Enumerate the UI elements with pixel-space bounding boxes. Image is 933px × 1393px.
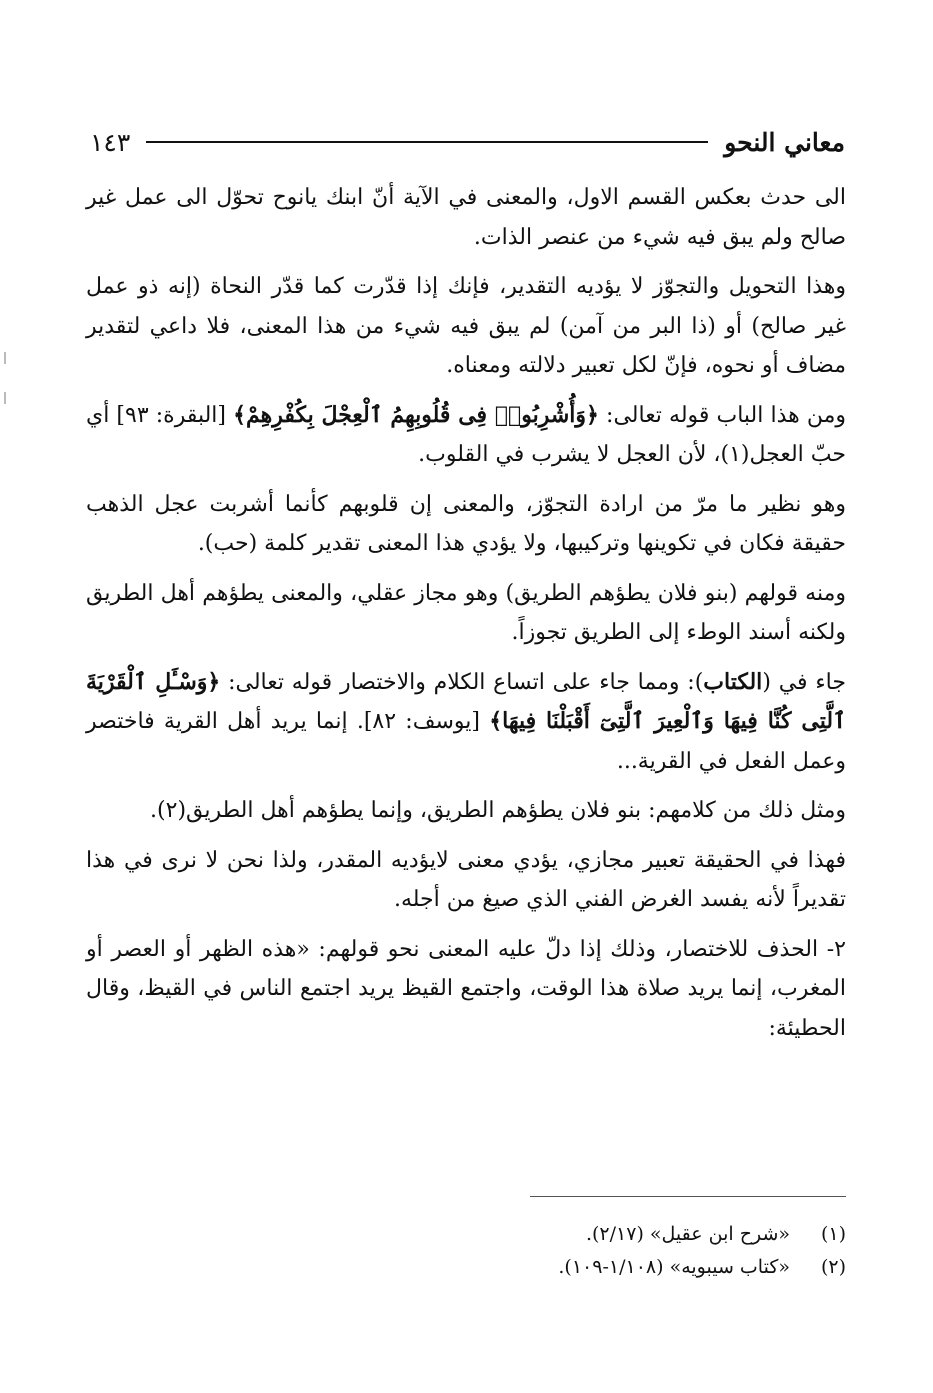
paragraph-with-verse: [86, 663, 846, 782]
footnote-text: «شرح ابن عقيل» (٢/١٧).: [585, 1223, 790, 1245]
paragraph-text: [البقرة: ٩٣] أي حبّ العجل(١)، لأن العجل لا يشرب في القلوب.: [86, 402, 846, 467]
paragraph: فهذا في الحقيقة تعبير مجازي، يؤدي معنى لايؤديه المقدر، ولذا نحن لا نرى في هذا تقديراً لأنه يفسد الغرض الفني الذي صيغ من أجله.: [86, 847, 846, 912]
page-number: ١٤٣: [90, 127, 131, 157]
paragraph-text: جاء في (: [762, 669, 846, 695]
paragraph: وهو نظير ما مرّ من ارادة التجوّز، والمعنى إن قلوبهم كأنما أشربت عجل الذهب حقيقة فكان في تكوينها وتركيبها، ولا يؤدي هذا المعنى تقدير كلمة (حب).: [86, 491, 846, 556]
footnote-number: (١): [820, 1223, 846, 1245]
footnote: [86, 1218, 846, 1251]
paragraph-text: ومن هذا الباب قوله تعالى:: [598, 402, 846, 428]
quran-verse: ﴿وَسْـَٔلِ ٱلْقَرْيَةَ ٱلَّتِى كُنَّا فِيهَا وَٱلْعِيرَ ٱلَّتِىٓ أَقْبَلْنَا فِيهَا﴾: [86, 668, 846, 734]
book-title: الكتاب: [703, 668, 763, 695]
paragraph: ومنه قولهم (بنو فلان يطؤهم الطريق) وهو مجاز عقلي، والمعنى يطؤهم أهل الطريق ولكنه أسند الوطء إلى الطريق تجوزاً.: [86, 580, 846, 645]
paragraph: ومثل ذلك من كلامهم: بنو فلان يطؤهم الطريق، وإنما يطؤهم أهل الطريق(٢).: [150, 798, 846, 823]
footnote-number: (٢): [820, 1256, 846, 1278]
footnote: [86, 1251, 846, 1284]
paragraph-text: [يوسف: ٨٢]. إنما يريد أهل القرية فاختصر وعمل الفعل في القرية...: [86, 709, 846, 774]
body-text: [86, 178, 846, 1058]
footnote-separator: [530, 1196, 846, 1197]
header-rule: [146, 141, 708, 143]
margin-mark: [4, 352, 6, 364]
quran-verse: ﴿وَأُشْرِبُوا۟ فِى قُلُوبِهِمُ ٱلْعِجْلَ بِكُفْرِهِمْ﴾: [233, 401, 599, 428]
paragraph-text: ): ومما جاء على اتساع الكلام والاختصار قوله تعالى:: [220, 669, 704, 695]
running-title: معاني النحو: [724, 127, 845, 157]
margin-mark: [4, 392, 6, 404]
paragraph: الى حدث بعكس القسم الاول، والمعنى في الآية أنّ ابنك يانوح تحوّل الى عمل غير صالح ولم يبق فيه شيء من عنصر الذات.: [86, 185, 846, 250]
footnote-text: «كتاب سيبويه» (١/١٠٨-١٠٩).: [558, 1256, 790, 1278]
paragraph-with-verse: [86, 396, 846, 475]
paragraph: ٢- الحذف للاختصار، وذلك إذا دلّ عليه المعنى نحو قولهم: «هذه الظهر أو العصر أو المغرب، إنما يريد صلاة هذا الوقت، واجتمع القيظ يريد اجتمع الناس في القيظ، وقال الحطيئة:: [86, 936, 846, 1041]
running-header: [90, 122, 845, 162]
paragraph: وهذا التحويل والتجوّز لا يؤديه التقدير، فإنك إذا قدّرت كما قدّر النحاة (إنه ذو عمل غير صالح) أو (ذا البر من آمن) لم يبق فيه شيء من هذا المعنى، فلا داعي لتقدير مضاف أو نحوه، فإنّ لكل تعبير دلالته ومعناه.: [86, 274, 846, 378]
footnotes: [86, 1218, 846, 1284]
